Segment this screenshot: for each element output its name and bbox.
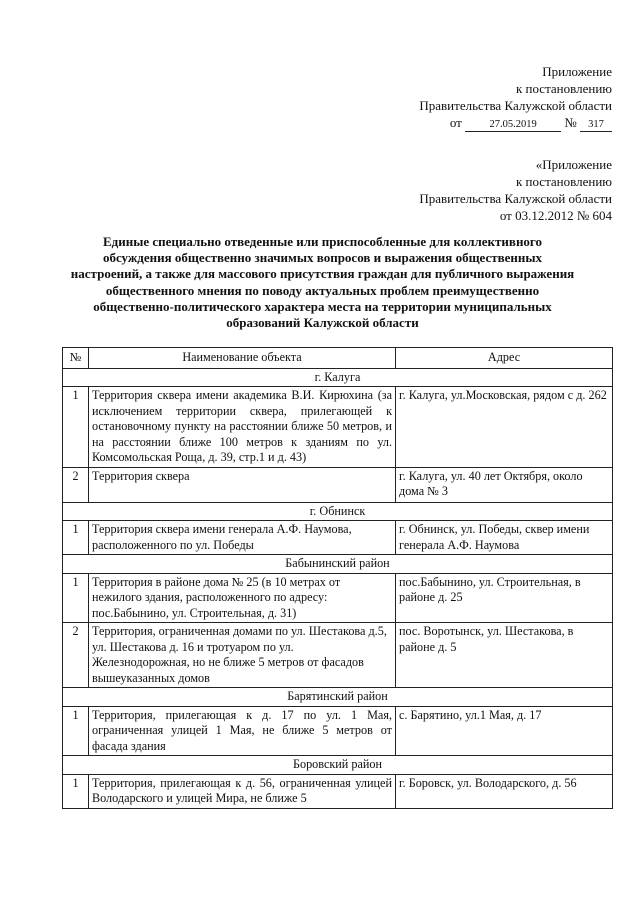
annex-line: к постановлению xyxy=(515,81,612,96)
title-line: Единые специально отведенные или приспособленные для коллективного xyxy=(102,234,543,249)
row-address: пос.Бабынино, ул. Строительная, в районе д. 25 xyxy=(396,573,613,623)
title-line: обсуждения общественно значимых вопросов и выражения общественных xyxy=(102,250,543,266)
table-row xyxy=(63,706,613,756)
row-object: Территория сквера xyxy=(89,467,396,502)
row-number: 1 xyxy=(63,774,89,808)
row-object: Территория в районе дома № 25 (в 10 метрах от нежилого здания, расположенного по адресу: пос.Бабынино, ул. Строительная, д. 31) xyxy=(89,573,396,623)
table-row xyxy=(63,774,613,808)
number-prefix: № xyxy=(564,115,577,130)
annex-date-line xyxy=(419,114,612,132)
row-address: г. Калуга, ул. 40 лет Октября, около дома № 3 xyxy=(396,467,613,502)
title-line: образований Калужской области xyxy=(226,315,419,331)
row-number: 2 xyxy=(63,623,89,688)
region-row xyxy=(63,555,613,574)
annex-line: к постановлению xyxy=(515,174,612,189)
decree-number: 317 xyxy=(580,118,612,132)
row-address: пос. Воротынск, ул. Шестакова, в районе д. 5 xyxy=(396,623,613,688)
row-object: Территория сквера имени академика В.И. Кирюхина (за исключением территории сквера, прилегающей к остановочному пункту на расстоянии ближе 50 метров, и на расстоянии ближе 100 метров к зданиям по ул. Комсомольская Роща, д. 39, стр.1 и д. 43) xyxy=(89,387,396,468)
decree-date: 27.05.2019 xyxy=(465,118,561,132)
table-row xyxy=(63,623,613,688)
header-address: Адрес xyxy=(396,348,613,369)
region-name: Барятинский район xyxy=(63,688,613,707)
row-number: 1 xyxy=(63,573,89,623)
region-row xyxy=(63,756,613,775)
row-address: г. Калуга, ул.Московская, рядом с д. 262 xyxy=(396,387,613,468)
table-header-row xyxy=(63,348,613,369)
row-number: 2 xyxy=(63,467,89,502)
row-object: Территория сквера имени генерала А.Ф. Наумова, расположенного по ул. Победы xyxy=(89,521,396,555)
annex-line: «Приложение xyxy=(535,157,612,172)
annex-line: Правительства Калужской области xyxy=(419,98,612,113)
annex-line: Приложение xyxy=(542,64,612,79)
row-number: 1 xyxy=(63,706,89,756)
region-name: Боровский район xyxy=(63,756,613,775)
table-row xyxy=(63,467,613,502)
row-object: Территория, прилегающая к д. 17 по ул. 1 Мая, ограниченная улицей 1 Мая, не ближе 5 метров от фасада здания xyxy=(89,706,396,756)
row-object: Территория, прилегающая к д. 56, ограниченная улицей Володарского и улицей Мира, не ближе 5 xyxy=(89,774,396,808)
annex-line: от 03.12.2012 № 604 xyxy=(499,208,612,223)
region-row xyxy=(63,502,613,521)
document-title xyxy=(60,234,585,331)
annex-header-original xyxy=(419,156,612,224)
region-row xyxy=(63,688,613,707)
header-number: № xyxy=(63,348,89,369)
row-address: г. Боровск, ул. Володарского, д. 56 xyxy=(396,774,613,808)
date-prefix: от xyxy=(449,115,462,130)
title-line: общественно-политического характера места на территории муниципальных xyxy=(93,298,552,314)
row-number: 1 xyxy=(63,387,89,468)
row-object: Территория, ограниченная домами по ул. Шестакова д.5, ул. Шестакова д. 16 и тротуаром по ул. Железнодорожная, но не ближе 5 метров от фасадов вышеуказанных домов xyxy=(89,623,396,688)
table-row xyxy=(63,521,613,555)
region-row xyxy=(63,368,613,387)
region-name: г. Обнинск xyxy=(63,502,613,521)
table-row xyxy=(63,387,613,468)
annex-line: Правительства Калужской области xyxy=(419,191,612,206)
table-row xyxy=(63,573,613,623)
title-line: общественного мнения по поводу актуальных проблем преимущественно xyxy=(105,282,540,298)
row-number: 1 xyxy=(63,521,89,555)
header-object-name: Наименование объекта xyxy=(89,348,396,369)
row-address: с. Барятино, ул.1 Мая, д. 17 xyxy=(396,706,613,756)
row-address: г. Обнинск, ул. Победы, сквер имени генерала А.Ф. Наумова xyxy=(396,521,613,555)
region-name: Бабынинский район xyxy=(63,555,613,574)
title-line: настроений, а также для массового присутствия граждан для публичного выражения xyxy=(70,266,575,282)
annex-header-current xyxy=(419,63,612,132)
region-name: г. Калуга xyxy=(63,368,613,387)
places-table xyxy=(62,347,613,809)
